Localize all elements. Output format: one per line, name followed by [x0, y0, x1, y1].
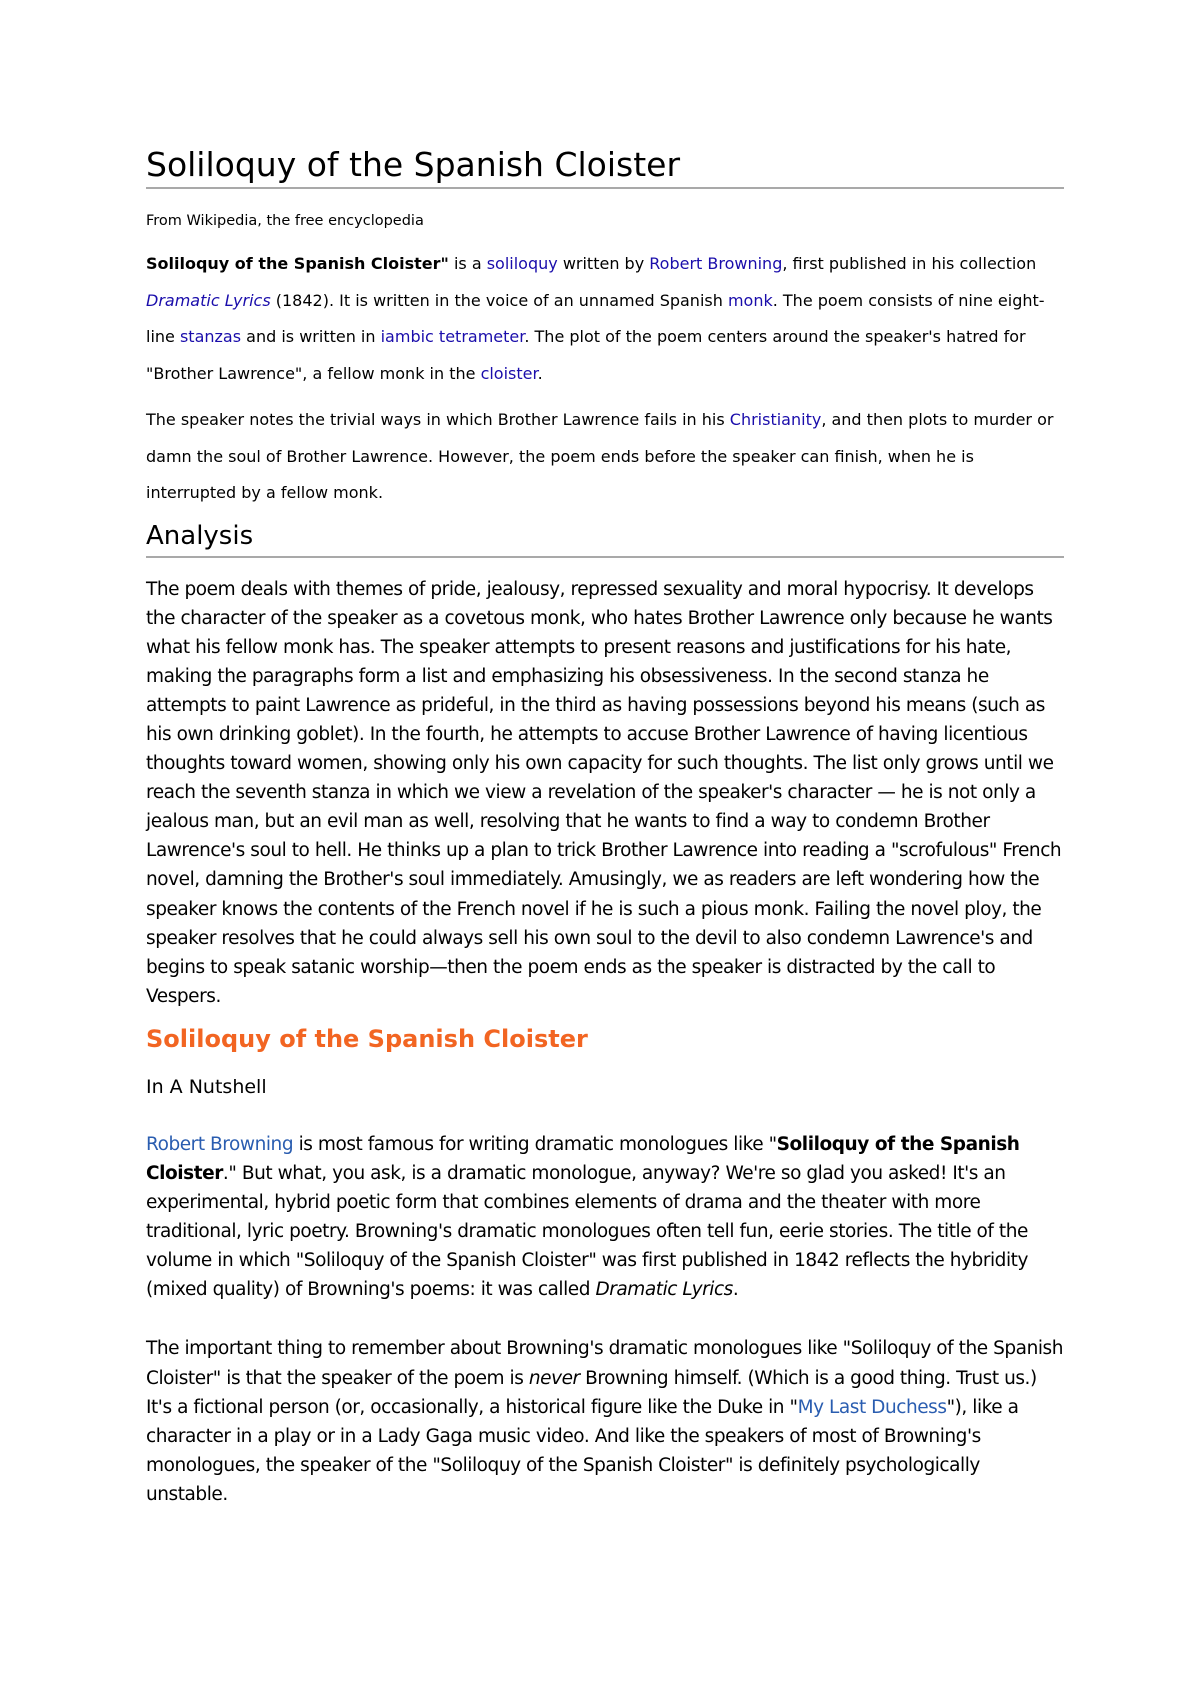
analysis-paragraph: The poem deals with themes of pride, jealousy, repressed sexuality and moral hypocrisy. It develops the character of the speaker as a covetous monk, who hates Brother Lawrence only because he wants what his fellow monk has. The speaker attempts to present reasons and justifications for his hate, making the paragraphs form a list and emphasizing his obsessiveness. In the second stanza he attempts to paint Lawrence as prideful, in the third as having possessions beyond his means (such as his own drinking goblet). In the fourth, he attempts to accuse Brother Lawrence of having licentious thoughts toward women, showing only his own capacity for such thoughts. The list only grows until we reach the seventh stanza in which we view a revelation of the speaker's character — he is not only a jealous man, but an evil man as well, resolving that he wants to find a way to condemn Brother Lawrence's soul to hell. He thinks up a plan to trick Brother Lawrence into reading a "scrofulous" French novel, damning the Brother's soul immediately. Amusingly, we as readers are left wondering how the speaker knows the contents of the French novel if he is such a pious monk. Failing the novel ploy, the speaker resolves that he could always sell his own soul to the devil to also condemn Lawrence's and begins to speak satanic worship—then the poem ends as the speaker is distracted by the call to Vespers.: [146, 578, 1062, 1007]
link-stanzas[interactable]: stanzas: [179, 327, 242, 346]
intro-paragraph: Soliloquy of the Spanish Cloister" is a soliloquy written by Robert Browning, first published in his collection Dramatic Lyrics (1842). It is written in the voice of an unnamed Spanish monk. The poem consists of nine eight-line stanzas and is written in iambic tetrameter. The plot of the poem centers around the speaker's hatred for "Brother Lawrence", a fellow monk in the cloister.: [146, 254, 1045, 383]
link-cloister[interactable]: cloister: [480, 363, 538, 383]
link-iambic-tetrameter[interactable]: iambic tetrameter: [380, 327, 525, 346]
intro-paragraph-2: The speaker notes the trivial ways in which Brother Lawrence fails in his Christianity, and then plots to murder or damn the soul of Brother Lawrence. However, the poem ends before the speaker can finish, when he is interrupted by a fellow monk.: [146, 410, 1054, 502]
article: [146, 145, 1064, 1509]
page-title: Soliloquy of the Spanish Cloister: [146, 145, 1064, 189]
subheading: In A Nutshell: [146, 1075, 267, 1098]
link-robert-browning[interactable]: Robert Browning: [649, 254, 783, 273]
link-my-last-duchess[interactable]: My Last Duchess: [797, 1396, 947, 1418]
section-heading: Soliloquy of the Spanish Cloister: [146, 1024, 588, 1053]
body-paragraph-1: Robert Browning is most famous for writing dramatic monologues like "Soliloquy of the Spanish Cloister." But what, you ask, is a dramatic monologue, anyway? We're so glad you asked! It's an experimental, hybrid poetic form that combines elements of drama and the theater with more traditional, lyric poetry. Browning's dramatic monologues often tell fun, eerie stories. The title of the volume in which "Soliloquy of the Spanish Cloister" was first published in 1842 reflects the hybridity (mixed quality) of Browning's poems: it was called Dramatic Lyrics.: [146, 1133, 1028, 1301]
link-christianity[interactable]: Christianity: [729, 410, 822, 429]
intro-bold-title: Soliloquy of the Spanish Cloister": [146, 254, 449, 273]
body-paragraph-2: The important thing to remember about Browning's dramatic monologues like "Soliloquy of the Spanish Cloister" is that the speaker of the poem is never Browning himself. (Which is a good thing. Trust us.) It's a fictional person (or, occasionally, a historical figure like the Duke in "My Last Duchess"), like a character in a play or in a Lady Gaga music video. And like the speakers of most of Browning's monologues, the speaker of the "Soliloquy of the Spanish Cloister" is definitely psychologically unstable.: [146, 1338, 1063, 1505]
link-robert-browning-2[interactable]: Robert Browning: [146, 1133, 294, 1155]
link-soliloquy[interactable]: soliloquy: [486, 254, 558, 273]
source-line: From Wikipedia, the free encyclopedia: [146, 213, 424, 229]
link-monk[interactable]: monk: [727, 290, 773, 310]
link-dramatic-lyrics[interactable]: Dramatic Lyrics: [146, 290, 271, 310]
analysis-heading: Analysis: [146, 520, 1064, 558]
